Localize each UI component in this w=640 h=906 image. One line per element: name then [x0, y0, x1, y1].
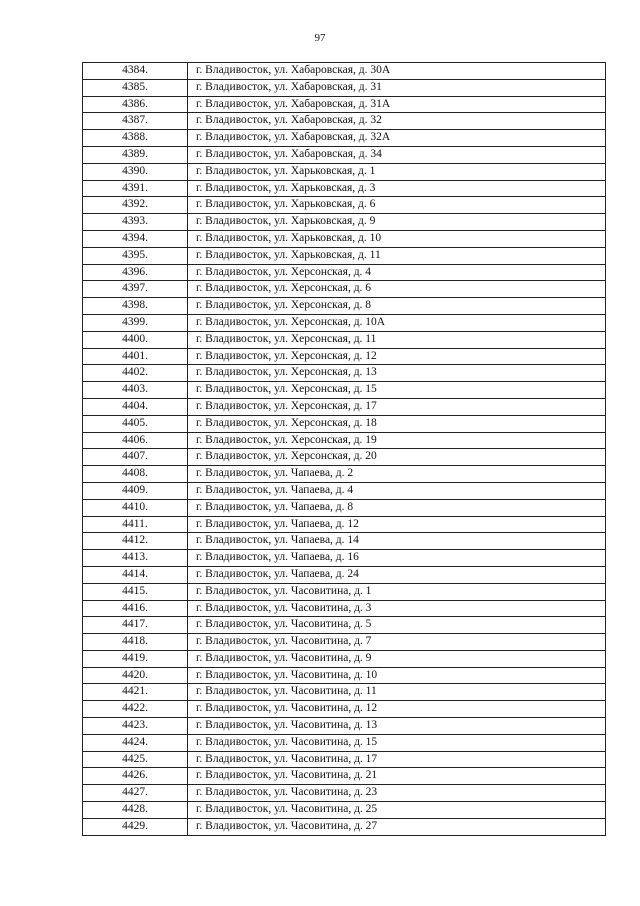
row-address: г. Владивосток, ул. Херсонская, д. 17 — [188, 398, 606, 415]
row-address: г. Владивосток, ул. Часовитина, д. 27 — [188, 818, 606, 835]
row-address: г. Владивосток, ул. Херсонская, д. 13 — [188, 365, 606, 382]
row-number: 4385. — [83, 79, 188, 96]
table-row — [83, 214, 606, 231]
row-number: 4398. — [83, 298, 188, 315]
row-address: г. Владивосток, ул. Чапаева, д. 24 — [188, 566, 606, 583]
row-address: г. Владивосток, ул. Часовитина, д. 9 — [188, 650, 606, 667]
table-row — [83, 634, 606, 651]
row-number: 4411. — [83, 516, 188, 533]
row-address: г. Владивосток, ул. Харьковская, д. 10 — [188, 230, 606, 247]
table-row — [83, 550, 606, 567]
row-address: г. Владивосток, ул. Харьковская, д. 11 — [188, 247, 606, 264]
address-table — [82, 62, 606, 836]
row-number: 4424. — [83, 734, 188, 751]
row-number: 4428. — [83, 802, 188, 819]
table-row — [83, 79, 606, 96]
row-address: г. Владивосток, ул. Херсонская, д. 18 — [188, 415, 606, 432]
row-address: г. Владивосток, ул. Чапаева, д. 2 — [188, 466, 606, 483]
row-address: г. Владивосток, ул. Чапаева, д. 16 — [188, 550, 606, 567]
row-number: 4417. — [83, 617, 188, 634]
row-number: 4418. — [83, 634, 188, 651]
page-number: 97 — [314, 32, 326, 44]
row-number: 4392. — [83, 197, 188, 214]
row-number: 4406. — [83, 432, 188, 449]
table-row — [83, 482, 606, 499]
row-address: г. Владивосток, ул. Часовитина, д. 15 — [188, 734, 606, 751]
row-address: г. Владивосток, ул. Харьковская, д. 1 — [188, 163, 606, 180]
row-number: 4429. — [83, 818, 188, 835]
table-row — [83, 701, 606, 718]
row-address: г. Владивосток, ул. Часовитина, д. 5 — [188, 617, 606, 634]
row-number: 4412. — [83, 533, 188, 550]
row-address: г. Владивосток, ул. Хабаровская, д. 32А — [188, 130, 606, 147]
table-row — [83, 113, 606, 130]
row-number: 4387. — [83, 113, 188, 130]
row-number: 4396. — [83, 264, 188, 281]
row-address: г. Владивосток, ул. Херсонская, д. 11 — [188, 331, 606, 348]
table-row — [83, 314, 606, 331]
row-number: 4389. — [83, 146, 188, 163]
row-number: 4390. — [83, 163, 188, 180]
row-address: г. Владивосток, ул. Херсонская, д. 10А — [188, 314, 606, 331]
table-row — [83, 163, 606, 180]
row-address: г. Владивосток, ул. Часовитина, д. 1 — [188, 583, 606, 600]
row-address: г. Владивосток, ул. Часовитина, д. 23 — [188, 785, 606, 802]
row-number: 4414. — [83, 566, 188, 583]
table-row — [83, 718, 606, 735]
row-address: г. Владивосток, ул. Часовитина, д. 3 — [188, 600, 606, 617]
table-row — [83, 667, 606, 684]
row-address: г. Владивосток, ул. Чапаева, д. 12 — [188, 516, 606, 533]
row-address: г. Владивосток, ул. Хабаровская, д. 31А — [188, 96, 606, 113]
table-row — [83, 600, 606, 617]
row-address: г. Владивосток, ул. Часовитина, д. 17 — [188, 751, 606, 768]
table-row — [83, 583, 606, 600]
row-number: 4391. — [83, 180, 188, 197]
table-row — [83, 617, 606, 634]
row-number: 4415. — [83, 583, 188, 600]
table-row — [83, 130, 606, 147]
row-number: 4404. — [83, 398, 188, 415]
row-number: 4416. — [83, 600, 188, 617]
table-row — [83, 247, 606, 264]
table-row — [83, 298, 606, 315]
row-address: г. Владивосток, ул. Хабаровская, д. 34 — [188, 146, 606, 163]
row-number: 4395. — [83, 247, 188, 264]
row-number: 4405. — [83, 415, 188, 432]
row-number: 4400. — [83, 331, 188, 348]
table-row — [83, 566, 606, 583]
row-address: г. Владивосток, ул. Харьковская, д. 6 — [188, 197, 606, 214]
row-address: г. Владивосток, ул. Херсонская, д. 12 — [188, 348, 606, 365]
row-number: 4397. — [83, 281, 188, 298]
table-row — [83, 180, 606, 197]
row-number: 4427. — [83, 785, 188, 802]
row-number: 4384. — [83, 63, 188, 80]
row-number: 4388. — [83, 130, 188, 147]
row-address: г. Владивосток, ул. Херсонская, д. 15 — [188, 382, 606, 399]
row-number: 4393. — [83, 214, 188, 231]
row-number: 4408. — [83, 466, 188, 483]
row-address: г. Владивосток, ул. Харьковская, д. 3 — [188, 180, 606, 197]
table-row — [83, 768, 606, 785]
row-number: 4403. — [83, 382, 188, 399]
table-row — [83, 382, 606, 399]
row-address: г. Владивосток, ул. Чапаева, д. 4 — [188, 482, 606, 499]
row-number: 4407. — [83, 449, 188, 466]
row-number: 4420. — [83, 667, 188, 684]
table-row — [83, 230, 606, 247]
row-address: г. Владивосток, ул. Хабаровская, д. 30А — [188, 63, 606, 80]
row-address: г. Владивосток, ул. Часовитина, д. 25 — [188, 802, 606, 819]
table-row — [83, 398, 606, 415]
row-address: г. Владивосток, ул. Хабаровская, д. 32 — [188, 113, 606, 130]
table-row — [83, 785, 606, 802]
row-number: 4422. — [83, 701, 188, 718]
table-row — [83, 331, 606, 348]
table-row — [83, 802, 606, 819]
row-address: г. Владивосток, ул. Харьковская, д. 9 — [188, 214, 606, 231]
row-address: г. Владивосток, ул. Часовитина, д. 21 — [188, 768, 606, 785]
row-address: г. Владивосток, ул. Херсонская, д. 19 — [188, 432, 606, 449]
table-row — [83, 96, 606, 113]
row-address: г. Владивосток, ул. Часовитина, д. 13 — [188, 718, 606, 735]
table-row — [83, 348, 606, 365]
row-number: 4423. — [83, 718, 188, 735]
row-number: 4402. — [83, 365, 188, 382]
table-row — [83, 684, 606, 701]
row-address: г. Владивосток, ул. Часовитина, д. 7 — [188, 634, 606, 651]
table-row — [83, 264, 606, 281]
row-address: г. Владивосток, ул. Часовитина, д. 11 — [188, 684, 606, 701]
row-address: г. Владивосток, ул. Часовитина, д. 12 — [188, 701, 606, 718]
table-row — [83, 449, 606, 466]
table-row — [83, 650, 606, 667]
table-row — [83, 499, 606, 516]
row-address: г. Владивосток, ул. Херсонская, д. 20 — [188, 449, 606, 466]
table-row — [83, 818, 606, 835]
table-row — [83, 146, 606, 163]
row-address: г. Владивосток, ул. Чапаева, д. 8 — [188, 499, 606, 516]
row-number: 4425. — [83, 751, 188, 768]
table-row — [83, 734, 606, 751]
row-number: 4386. — [83, 96, 188, 113]
row-number: 4413. — [83, 550, 188, 567]
address-table-body — [83, 63, 606, 836]
row-number: 4410. — [83, 499, 188, 516]
row-address: г. Владивосток, ул. Херсонская, д. 4 — [188, 264, 606, 281]
table-row — [83, 365, 606, 382]
row-address: г. Владивосток, ул. Хабаровская, д. 31 — [188, 79, 606, 96]
table-row — [83, 63, 606, 80]
row-number: 4419. — [83, 650, 188, 667]
row-address: г. Владивосток, ул. Часовитина, д. 10 — [188, 667, 606, 684]
row-number: 4399. — [83, 314, 188, 331]
row-number: 4409. — [83, 482, 188, 499]
table-row — [83, 281, 606, 298]
row-address: г. Владивосток, ул. Чапаева, д. 14 — [188, 533, 606, 550]
table-row — [83, 432, 606, 449]
table-row — [83, 197, 606, 214]
table-row — [83, 415, 606, 432]
row-address: г. Владивосток, ул. Херсонская, д. 8 — [188, 298, 606, 315]
table-row — [83, 751, 606, 768]
row-number: 4401. — [83, 348, 188, 365]
row-number: 4426. — [83, 768, 188, 785]
row-number: 4421. — [83, 684, 188, 701]
table-row — [83, 466, 606, 483]
row-number: 4394. — [83, 230, 188, 247]
row-address: г. Владивосток, ул. Херсонская, д. 6 — [188, 281, 606, 298]
table-row — [83, 516, 606, 533]
table-row — [83, 533, 606, 550]
